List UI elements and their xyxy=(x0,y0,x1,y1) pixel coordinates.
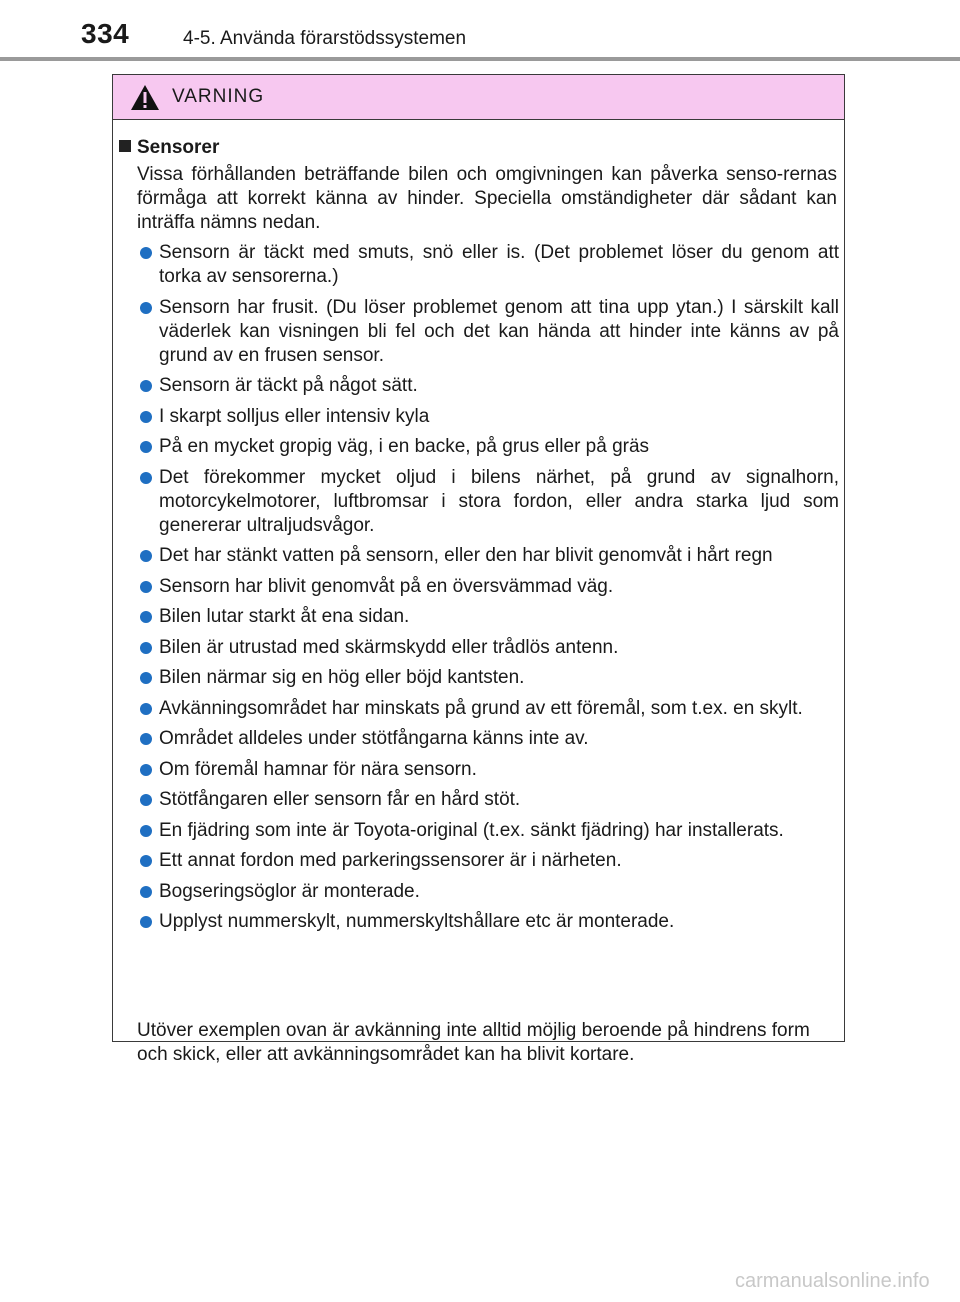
list-item-text: Det förekommer mycket oljud i bilens närhet, på grund av signalhorn, motorcykelmotorer, luftbromsar i stora fordon, eller andra starka ljud som genererar ultraljudsvågor. xyxy=(159,466,839,536)
header-divider xyxy=(0,57,960,61)
warning-box xyxy=(112,74,845,1065)
list-item-text: I skarpt solljus eller intensiv kyla xyxy=(159,405,430,427)
warning-header xyxy=(113,75,844,120)
bullet-dot-icon xyxy=(140,672,152,684)
list-item xyxy=(137,405,839,429)
list-item xyxy=(137,880,839,904)
list-item-text: Sensorn har blivit genomvåt på en översvämmad väg. xyxy=(159,575,614,597)
list-item-text: Bilen närmar sig en hög eller böjd kantsten. xyxy=(159,667,525,688)
list-item-text: Sensorn har frusit. (Du löser problemet genom att tina upp ytan.) I särskilt kall väderlek kan visningen bli fel och det kan hända att hinder inte känns av på grund av en frusen sensor. xyxy=(159,296,839,366)
list-item xyxy=(137,788,839,812)
bullet-dot-icon xyxy=(140,794,152,806)
list-item xyxy=(137,466,839,538)
square-bullet-icon xyxy=(119,140,131,152)
watermark: carmanualsonline.info xyxy=(735,1270,930,1292)
list-item-text: Avkänningsområdet har minskats på grund av ett föremål, som t.ex. en skylt. xyxy=(159,697,803,719)
list-item xyxy=(137,605,839,629)
list-item xyxy=(137,575,839,599)
list-item xyxy=(137,697,839,721)
list-item xyxy=(137,374,839,398)
list-item-text: Stötfångaren eller sensorn får en hård stöt. xyxy=(159,789,521,810)
list-item-text: Området alldeles under stötfångarna känns inte av. xyxy=(159,728,589,749)
bullet-dot-icon xyxy=(140,916,152,928)
list-item-text: Om föremål hamnar för nära sensorn. xyxy=(159,758,477,780)
bullet-dot-icon xyxy=(140,380,152,392)
list-item-text: Bogseringsöglor är monterade. xyxy=(159,880,420,902)
list-item-text: Bilen är utrustad med skärmskydd eller trådlös antenn. xyxy=(159,636,619,658)
list-item xyxy=(137,435,839,459)
bullet-dot-icon xyxy=(140,825,152,837)
page-header xyxy=(0,0,960,60)
subheading-text: Sensorer xyxy=(137,137,220,158)
list-item-text: Bilen lutar starkt åt ena sidan. xyxy=(159,606,410,627)
bullet-dot-icon xyxy=(140,441,152,453)
list-item xyxy=(137,758,839,782)
bullet-dot-icon xyxy=(140,581,152,593)
list-item xyxy=(137,727,839,751)
list-item xyxy=(137,544,839,568)
bullet-dot-icon xyxy=(140,550,152,562)
bullet-dot-icon xyxy=(140,472,152,484)
page-number: 334 xyxy=(81,18,130,49)
intro-paragraph: Vissa förhållanden beträffande bilen och omgivningen kan påverka senso-rernas förmåga att korrekt känna av hinder. Speciella omständigheter där sådant kan inträffa nämns nedan. xyxy=(137,164,837,233)
bullet-dot-icon xyxy=(140,302,152,314)
subheading xyxy=(119,137,219,159)
list-item-text: På en mycket gropig väg, i en backe, på grus eller på gräs xyxy=(159,436,650,457)
bullet-dot-icon xyxy=(140,642,152,654)
closing-paragraph: Utöver exemplen ovan är avkänning inte alltid möjlig beroende på hindrens form och skick, eller att avkänningsområdet kan ha blivit kortare. xyxy=(137,1020,810,1065)
list-item xyxy=(137,241,839,289)
bullet-dot-icon xyxy=(140,411,152,423)
list-item-text: Sensorn är täckt med smuts, snö eller is. (Det problemet löser du genom att torka av sensorerna.) xyxy=(159,242,839,287)
section-title: 4-5. Använda förarstödssystemen xyxy=(183,28,467,49)
list-item xyxy=(137,296,839,368)
list-item-text: Upplyst nummerskylt, nummerskyltshållare etc är monterade. xyxy=(159,911,675,932)
bullet-dot-icon xyxy=(140,764,152,776)
list-item xyxy=(137,910,839,934)
list-item xyxy=(137,636,839,660)
condition-list xyxy=(137,241,839,941)
list-item xyxy=(137,849,839,873)
list-item-text: Sensorn är täckt på något sätt. xyxy=(159,375,418,396)
bullet-dot-icon xyxy=(140,703,152,715)
bullet-dot-icon xyxy=(140,855,152,867)
list-item xyxy=(137,666,839,690)
warning-triangle-icon xyxy=(130,84,160,111)
bullet-dot-icon xyxy=(140,247,152,259)
bullet-dot-icon xyxy=(140,733,152,745)
list-item xyxy=(137,819,839,843)
warning-title: VARNING xyxy=(172,86,265,107)
list-item-text: Ett annat fordon med parkeringssensorer är i närheten. xyxy=(159,850,622,871)
bullet-dot-icon xyxy=(140,611,152,623)
list-item-text: En fjädring som inte är Toyota-original (t.ex. sänkt fjädring) har installerats. xyxy=(159,819,784,841)
bullet-dot-icon xyxy=(140,886,152,898)
list-item-text: Det har stänkt vatten på sensorn, eller den har blivit genomvåt i hårt regn xyxy=(159,545,773,566)
